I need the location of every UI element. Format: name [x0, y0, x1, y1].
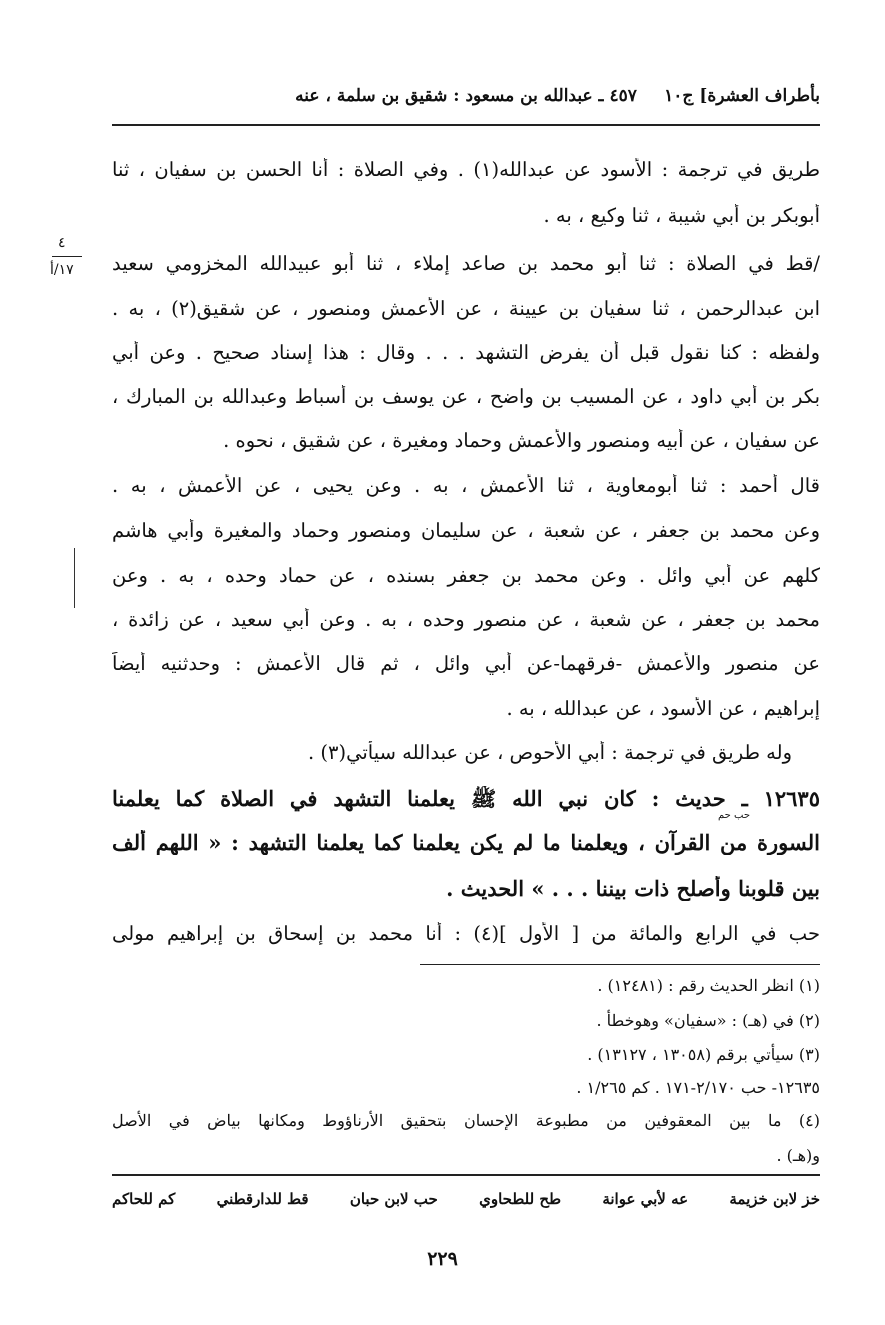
footnote-separator	[420, 964, 820, 965]
footnote: (٤) ما بين المعقوفين من مطبوعة الإحسان بتحقيق الأرناؤوط ومكانها بياض في الأصل	[112, 1111, 820, 1130]
body-line: ولفظه : كنا نقول قبل أن يفرض التشهد . . . وقال : هذا إسناد صحيح . وعن أبي	[112, 341, 820, 364]
body-line: بكر بن أبي داود ، عن المسيب بن واضح ، عن يوسف بن أسباط وعبدالله بن المبارك ،	[112, 385, 820, 408]
footnote: (١) انظر الحديث رقم : (١٢٤٨١) .	[597, 976, 820, 995]
abbreviation: خز لابن خزيمة	[729, 1190, 820, 1208]
abbreviation: عه لأبي عوانة	[602, 1190, 689, 1208]
abbreviation: قط للدارقطني	[216, 1190, 309, 1208]
body-line: عن منصور والأعمش -فرقهما-عن أبي وائل ، ثم قال الأعمش : وحدثنيه أيضاً	[112, 652, 820, 675]
footnote: و(هـ) .	[776, 1146, 820, 1165]
footnote: (٣) سيأتي برقم (١٣٠٥٨ ، ١٣١٢٧) .	[587, 1045, 820, 1064]
page-number: ٢٢٩	[427, 1248, 458, 1270]
hadith-text: السورة من القرآن ، ويعلمنا ما لم يكن يعلمنا كما يعلمنا التشهد : « اللهم ألف	[112, 830, 820, 855]
footnote: (٢) في (هـ) : «سفيان» وهوخطأ .	[596, 1011, 820, 1030]
body-line: كلهم عن أبي وائل . وعن محمد بن جعفر بسنده ، عن حماد وحده ، به . وعن	[112, 564, 820, 587]
abbreviations-rule	[112, 1174, 820, 1176]
body-line: ابن عبدالرحمن ، ثنا سفيان بن عيينة ، عن الأعمش ومنصور ، عن شقيق(٢) ، به .	[112, 297, 820, 320]
header-chapter-title: ٤٥٧ ـ عبدالله بن مسعود : شقيق بن سلمة ، عنه	[295, 86, 637, 106]
hadith-heading: ١٢٦٣٥ ـ حديث : كان نبي الله ﷺ يعلمنا التشهد في الصلاة كما يعلمنا	[112, 786, 820, 811]
margin-marker-line	[74, 548, 75, 608]
hadith-source-tag: حب حم	[718, 810, 751, 821]
running-header	[112, 86, 820, 118]
body-line: أبوبكر بن أبي شيبة ، ثنا وكيع ، به .	[543, 204, 820, 227]
abbreviations-key	[112, 1190, 820, 1208]
abbreviation: كم للحاكم	[112, 1190, 176, 1208]
footnote: ١٢٦٣٥- حب ٢/١٧٠-١٧١ . كم ١/٢٦٥ .	[576, 1078, 820, 1097]
body-line: عن سفيان ، عن أبيه ومنصور والأعمش وحماد ومغيرة ، عن شقيق ، نحوه .	[223, 429, 820, 452]
abbreviation: طح للطحاوي	[479, 1190, 562, 1208]
body-line: إبراهيم ، عن الأسود ، عن عبدالله ، به .	[506, 697, 820, 720]
body-line: محمد بن جعفر ، عن شعبة ، عن منصور وحده ، به . وعن أبي سعيد ، عن زائدة ،	[112, 608, 820, 631]
body-line: قال أحمد : ثنا أبومعاوية ، ثنا الأعمش ، به . وعن يحيى ، عن الأعمش ، به .	[112, 474, 820, 497]
margin-folio-rule	[52, 256, 82, 257]
body-line: وله طريق في ترجمة : أبي الأحوص ، عن عبدالله سيأتي(٣) .	[308, 741, 792, 764]
header-rule	[112, 124, 820, 126]
margin-folio-number: ٤	[58, 235, 66, 251]
abbreviation: حب لابن حبان	[349, 1190, 438, 1208]
hadith-text: بين قلوبنا وأصلح ذات بيننا . . . » الحديث .	[446, 876, 820, 901]
header-book-volume: بأطراف العشرة] ج١٠	[664, 86, 820, 106]
body-line: طريق في ترجمة : الأسود عن عبدالله(١) . وفي الصلاة : أنا الحسن بن سفيان ، ثنا	[112, 158, 820, 181]
body-line: حب في الرابع والمائة من [ الأول ](٤) : أنا محمد بن إسحاق بن إبراهيم مولى	[112, 922, 820, 945]
body-line: /قط في الصلاة : ثنا أبو محمد بن صاعد إملاء ، ثنا أبو عبيدالله المخزومي سعيد	[112, 252, 820, 275]
margin-folio-ref: ١٧/أ	[50, 262, 74, 278]
body-line: وعن محمد بن جعفر ، عن شعبة ، عن سليمان ومنصور وحماد والمغيرة وأبي هاشم	[112, 519, 820, 542]
